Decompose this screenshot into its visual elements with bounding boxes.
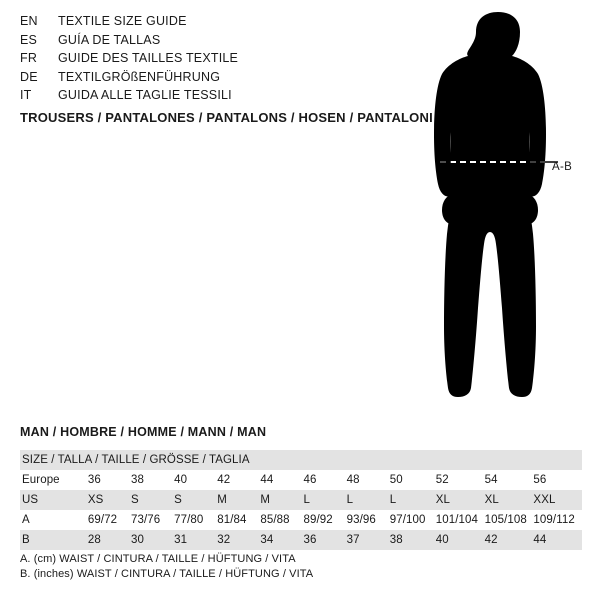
table-cell: 69/72: [87, 514, 118, 526]
table-cell: 30: [131, 534, 144, 546]
table-cell: 56: [533, 474, 547, 486]
language-row: [20, 70, 350, 89]
table-cell: 105/108: [484, 514, 527, 526]
table-row: [20, 450, 582, 470]
footnotes: [20, 552, 313, 582]
language-title: TEXTILE SIZE GUIDE: [58, 14, 187, 28]
table-cell: 44: [533, 534, 547, 546]
table-row: [20, 490, 582, 510]
table-cell: L: [346, 494, 354, 506]
language-title: TEXTILGRÖßENFÜHRUNG: [58, 69, 221, 84]
table-cell: 85/88: [260, 514, 290, 526]
table-cell: 101/104: [435, 514, 479, 526]
table-cell: 44: [260, 474, 274, 486]
row-label: B: [22, 534, 30, 546]
table-cell: 37: [346, 534, 360, 546]
table-cell: S: [131, 494, 139, 506]
table-cell: 73/76: [131, 514, 161, 526]
language-title: GUÍA DE TALLAS: [58, 32, 161, 47]
table-cell: 42: [484, 534, 498, 546]
language-list: [20, 14, 350, 107]
language-code: DE: [20, 69, 38, 84]
table-cell: 31: [174, 534, 188, 546]
table-cell: 38: [131, 474, 144, 486]
table-cell: 36: [303, 534, 317, 546]
row-label: Europe: [22, 474, 60, 486]
table-cell: S: [174, 494, 182, 506]
measure-label-ab: A-B: [552, 161, 573, 173]
table-cell: L: [303, 494, 310, 506]
table-cell: 52: [435, 474, 449, 486]
table-cell: 81/84: [217, 514, 247, 526]
table-cell: 46: [303, 474, 317, 486]
table-cell: 54: [484, 474, 498, 486]
figure-illustration: [390, 8, 590, 408]
row-label: SIZE / TALLA / TAILLE / GRÖSSE / TAGLIA: [22, 454, 250, 466]
table-row: [20, 470, 582, 490]
language-code: FR: [20, 51, 38, 66]
table-cell: 93/96: [346, 514, 376, 526]
table-cell: 48: [346, 474, 360, 486]
table-cell: 42: [217, 474, 231, 486]
language-title: GUIDA ALLE TAGLIE TESSILI: [58, 88, 232, 103]
gender-heading: MAN / HOMBRE / HOMME / MANN / MAN: [20, 425, 267, 439]
male-silhouette-icon: [390, 8, 590, 408]
table-cell: 97/100: [389, 514, 426, 526]
language-row: [20, 88, 350, 107]
table-cell: XXL: [533, 494, 556, 506]
table-cell: XL: [484, 494, 499, 506]
language-title: GUIDE DES TAILLES TEXTILE: [58, 51, 239, 66]
table-cell: 34: [260, 534, 274, 546]
table-cell: 36: [87, 474, 101, 486]
table-cell: 109/112: [533, 514, 575, 526]
footnote-b: B. (inches) WAIST / CINTURA / TAILLE / HÜFTUNG / VITA: [20, 568, 314, 580]
language-row: [20, 51, 350, 70]
row-label: A: [22, 514, 30, 526]
footnote-a: A. (cm) WAIST / CINTURA / TAILLE / HÜFTUNG / VITA: [20, 553, 296, 565]
table-cell: 77/80: [174, 514, 204, 526]
table-cell: XS: [87, 494, 104, 506]
table-cell: 40: [174, 474, 188, 486]
table-cell: M: [217, 494, 227, 506]
language-code: IT: [20, 88, 32, 103]
language-code: ES: [20, 32, 38, 47]
table-cell: 28: [87, 534, 101, 546]
language-row: [20, 14, 350, 33]
table-cell: 50: [389, 474, 403, 486]
row-label: US: [22, 494, 39, 506]
language-code: EN: [20, 14, 38, 28]
table-row: [20, 510, 582, 530]
table-cell: XL: [435, 494, 451, 506]
language-row: [20, 33, 350, 52]
table-cell: 32: [217, 534, 231, 546]
table-cell: 89/92: [303, 514, 333, 526]
table-cell: 38: [389, 534, 403, 546]
table-row: [20, 530, 582, 550]
category-heading: TROUSERS / PANTALONES / PANTALONS / HOSEN / PANTALONI: [20, 110, 433, 125]
table-cell: M: [260, 494, 271, 506]
table-cell: L: [389, 494, 397, 506]
table-cell: 40: [435, 534, 449, 546]
size-table: [20, 450, 582, 550]
